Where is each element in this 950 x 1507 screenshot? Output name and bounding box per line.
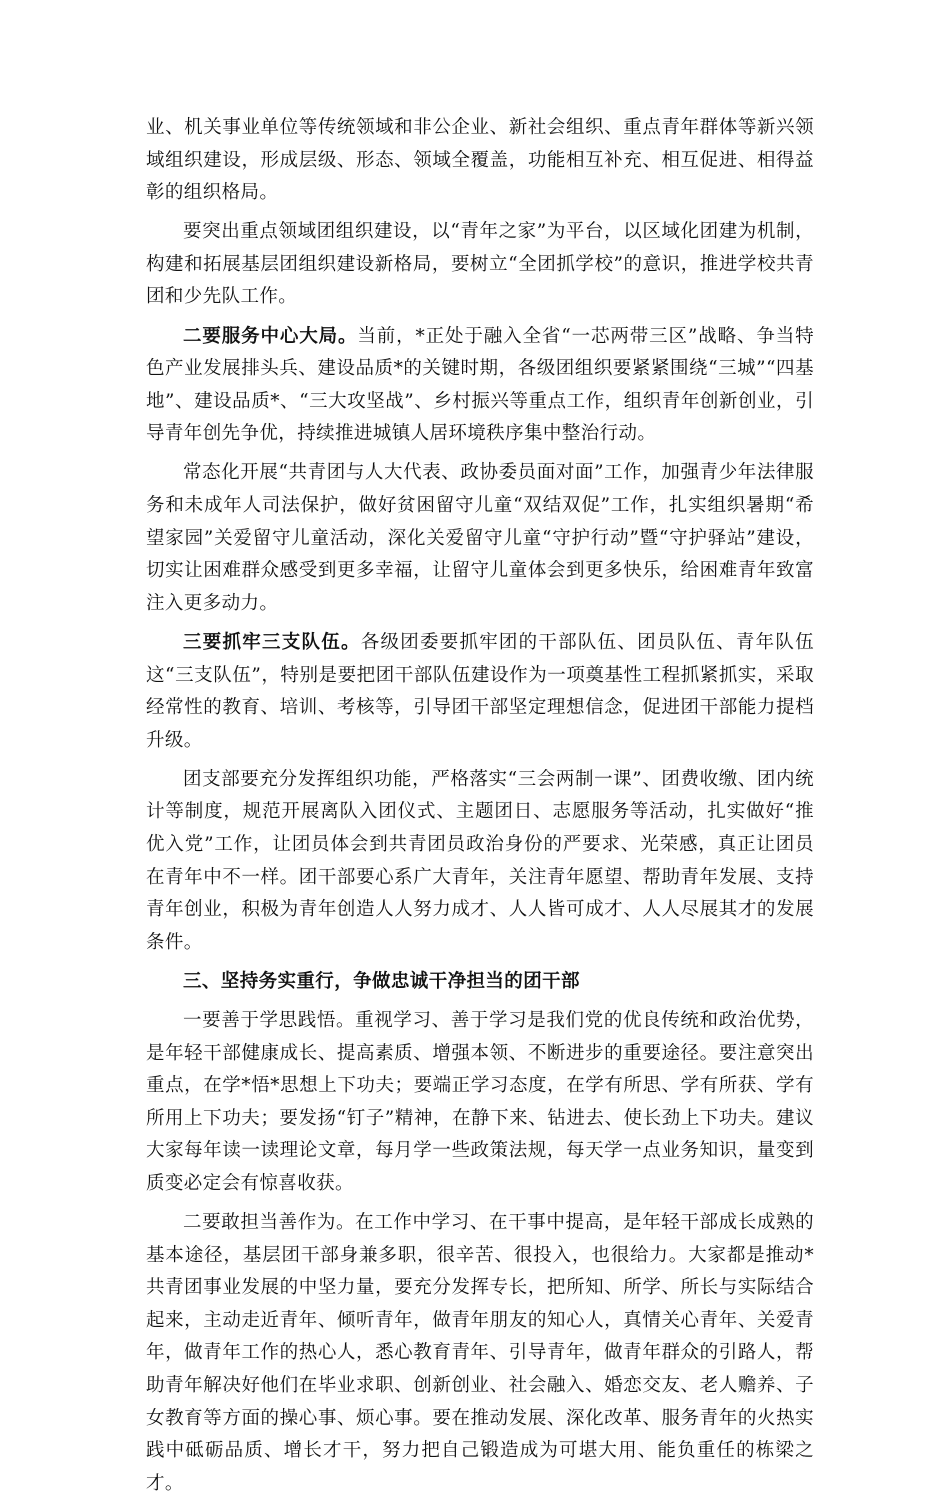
paragraph-1 <box>146 112 814 210</box>
paragraph-8 <box>146 1207 814 1500</box>
paragraph-1-text: 业、机关事业单位等传统领域和非公企业、新社会组织、重点青年群体等新兴领域组织建设，形成层级、形态、领域全覆盖，功能相互补充、相互促进、相得益彰的组织格局。 <box>146 117 814 204</box>
paragraph-4-text: 常态化开展“共青团与人大代表、政协委员面对面”工作，加强青少年法律服务和未成年人司法保护，做好贫困留守儿童“双结双促”工作，扎实组织暑期“希望家园”关爱留守儿童活动，深化关爱留守儿童“守护行动”暨“守护驿站”建设，切实让困难群众感受到更多幸福，让留守儿童体会到更多快乐，给困难青年致富注入更多动力。 <box>146 462 814 614</box>
paragraph-3 <box>146 321 814 451</box>
paragraph-6-text: 团支部要充分发挥组织功能，严格落实“三会两制一课”、团费收缴、团内统计等制度，规范开展离队入团仪式、主题团日、志愿服务等活动，扎实做好“推优入党”工作，让团员体会到共青团员政治身份的严要求、光荣感，真正让团员在青年中不一样。团干部要心系广大青年，关注青年愿望、帮助青年发展、支持青年创业，积极为青年创造人人努力成才、人人皆可成才、人人尽展其才的发展条件。 <box>146 768 814 953</box>
paragraph-3-text: 当前，*正处于融入全省“一芯两带三区”战略、争当特色产业发展排头兵、建设品质*的关键时期，各级团组织要紧紧围绕“三城”“四基地”、建设品质*、“三大攻坚战”、乡村振兴等重点工作，组织青年创新创业，引导青年创先争优，持续推进城镇人居环境秩序集中整治行动。 <box>146 325 814 445</box>
paragraph-5-lead: 三要抓牢三支队伍。 <box>183 631 361 653</box>
paragraph-6 <box>146 764 814 960</box>
paragraph-7-text: 一要善于学思践悟。重视学习、善于学习是我们党的优良传统和政治优势，是年轻干部健康成长、提高素质、增强本领、不断进步的重要途径。要注意突出重点，在学*悟*思想上下功夫；要端正学习态度，在学有所思、学有所获、学有所用上下功夫；要发扬“钉子”精神，在静下来、钻进去、使长劲上下功夫。建议大家每年读一读理论文章，每月学一些政策法规，每天学一点业务知识，量变到质变必定会有惊喜收获。 <box>146 1009 814 1194</box>
paragraph-3-lead: 二要服务中心大局。 <box>183 325 358 347</box>
document-body <box>146 112 814 1507</box>
paragraph-5 <box>146 627 814 757</box>
paragraph-2 <box>146 216 814 314</box>
paragraph-4 <box>146 457 814 620</box>
section-heading: 三、坚持务实重行，争做忠诚干净担当的团干部 <box>183 970 580 992</box>
paragraph-2-text: 要突出重点领域团组织建设，以“青年之家”为平台，以区域化团建为机制，构建和拓展基层团组织建设新格局，要树立“全团抓学校”的意识，推进学校共青团和少先队工作。 <box>146 221 814 308</box>
paragraph-7 <box>146 1005 814 1201</box>
paragraph-5-text: 各级团委要抓牢团的干部队伍、团员队伍、青年队伍这“三支队伍”，特别是要把团干部队伍建设作为一项奠基性工程抓紧抓实，采取经常性的教育、培训、考核等，引导团干部坚定理想信念，促进团干部能力提档升级。 <box>146 631 815 751</box>
paragraph-8-text: 二要敢担当善作为。在工作中学习、在干事中提高，是年轻干部成长成熟的基本途径，基层团干部身兼多职，很辛苦、很投入，也很给力。大家都是推动*共青团事业发展的中坚力量，要充分发挥专长，把所知、所学、所长与实际结合起来，主动走近青年、倾听青年，做青年朋友的知心人，真情关心青年、关爱青年，做青年工作的热心人，悉心教育青年、引导青年，做青年群众的引路人，帮助青年解决好他们在毕业求职、创新创业、社会融入、婚恋交友、老人赡养、子女教育等方面的操心事、烦心事。要在推动发展、深化改革、服务青年的火热实践中砥砺品质、增长才干，努力把自己锻造成为可堪大用、能负重任的栋梁之才。 <box>146 1212 814 1494</box>
